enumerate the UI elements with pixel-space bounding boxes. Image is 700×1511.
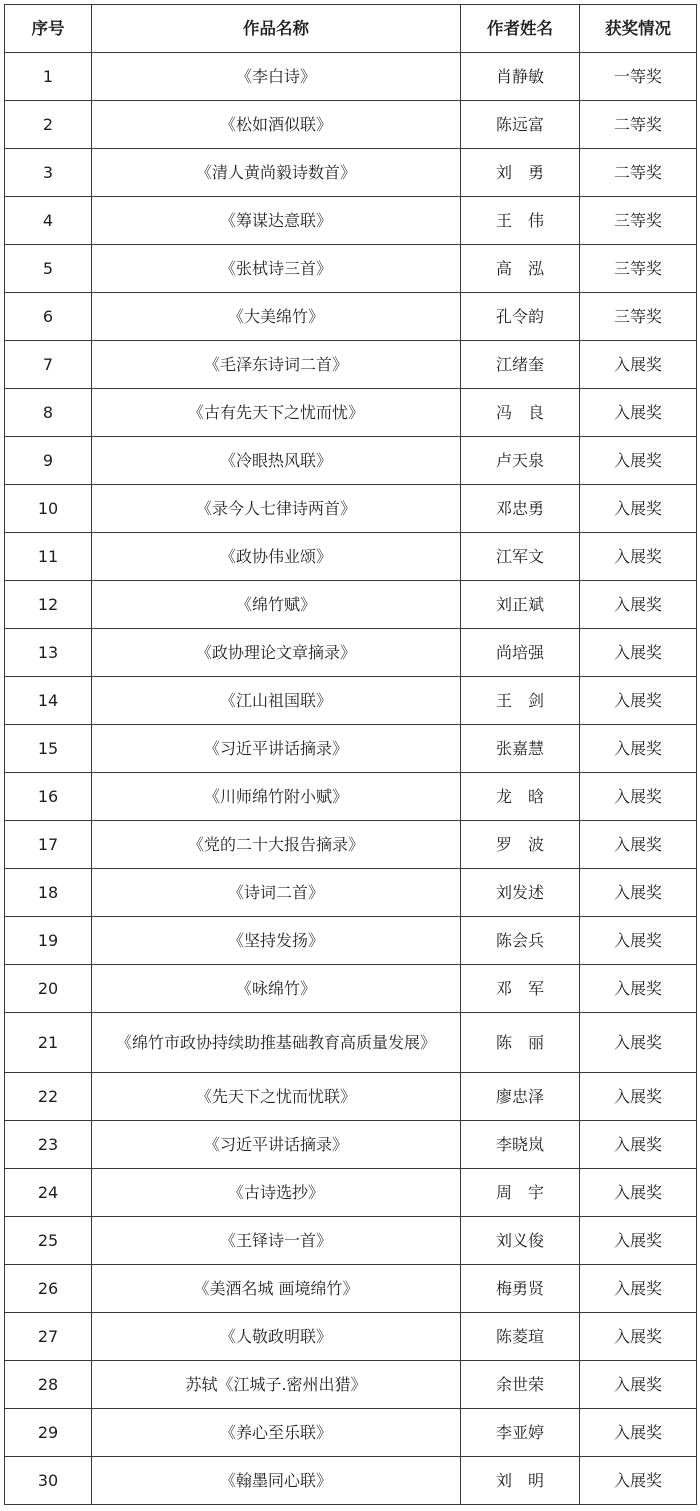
cell-award: 三等奖: [580, 293, 697, 341]
cell-award: 入展奖: [580, 917, 697, 965]
table-row: [5, 629, 697, 677]
cell-number: 30: [5, 1457, 92, 1505]
cell-work-title: 《毛泽东诗词二首》: [92, 341, 461, 389]
cell-author: 刘发述: [461, 869, 580, 917]
cell-award: 入展奖: [580, 773, 697, 821]
cell-work-title: 《筹谋达意联》: [92, 197, 461, 245]
header-work-title: 作品名称: [92, 5, 461, 53]
cell-author: 刘正斌: [461, 581, 580, 629]
cell-number: 24: [5, 1169, 92, 1217]
cell-number: 5: [5, 245, 92, 293]
cell-number: 12: [5, 581, 92, 629]
cell-work-title: 《翰墨同心联》: [92, 1457, 461, 1505]
cell-work-title: 《松如酒似联》: [92, 101, 461, 149]
cell-award: 入展奖: [580, 533, 697, 581]
cell-award: 入展奖: [580, 1013, 697, 1073]
cell-work-title: 《习近平讲话摘录》: [92, 1121, 461, 1169]
award-table: [4, 4, 697, 1505]
table-row: [5, 1313, 697, 1361]
cell-number: 18: [5, 869, 92, 917]
table-row: [5, 1265, 697, 1313]
cell-work-title: 《川师绵竹附小赋》: [92, 773, 461, 821]
cell-work-title: 《人敬政明联》: [92, 1313, 461, 1361]
cell-work-title: 《诗词二首》: [92, 869, 461, 917]
cell-award: 入展奖: [580, 725, 697, 773]
cell-author: 陈远富: [461, 101, 580, 149]
cell-number: 28: [5, 1361, 92, 1409]
cell-number: 1: [5, 53, 92, 101]
cell-number: 8: [5, 389, 92, 437]
cell-author: 江军文: [461, 533, 580, 581]
cell-number: 14: [5, 677, 92, 725]
cell-author: 刘 明: [461, 1457, 580, 1505]
table-row: [5, 149, 697, 197]
cell-award: 入展奖: [580, 1409, 697, 1457]
cell-author: 刘 勇: [461, 149, 580, 197]
cell-award: 入展奖: [580, 1121, 697, 1169]
cell-work-title: 《咏绵竹》: [92, 965, 461, 1013]
table-row: [5, 677, 697, 725]
cell-work-title: 《古有先天下之忧而忧》: [92, 389, 461, 437]
cell-number: 2: [5, 101, 92, 149]
cell-award: 入展奖: [580, 437, 697, 485]
cell-work-title: 《党的二十大报告摘录》: [92, 821, 461, 869]
cell-number: 7: [5, 341, 92, 389]
cell-author: 梅勇贤: [461, 1265, 580, 1313]
table-row: [5, 725, 697, 773]
cell-award: 三等奖: [580, 245, 697, 293]
cell-work-title: 《江山祖国联》: [92, 677, 461, 725]
cell-author: 刘义俊: [461, 1217, 580, 1265]
cell-work-title: 《大美绵竹》: [92, 293, 461, 341]
cell-award: 入展奖: [580, 1265, 697, 1313]
table-row: [5, 245, 697, 293]
table-row: [5, 1013, 697, 1073]
table-row: [5, 389, 697, 437]
table-row: [5, 1169, 697, 1217]
table-row: [5, 437, 697, 485]
cell-award: 入展奖: [580, 965, 697, 1013]
table-row: [5, 1409, 697, 1457]
cell-author: 王 剑: [461, 677, 580, 725]
cell-author: 龙 晗: [461, 773, 580, 821]
cell-award: 入展奖: [580, 1073, 697, 1121]
cell-work-title: 《李白诗》: [92, 53, 461, 101]
cell-work-title: 《政协理论文章摘录》: [92, 629, 461, 677]
table-row: [5, 341, 697, 389]
table-row: [5, 821, 697, 869]
cell-number: 20: [5, 965, 92, 1013]
table-row: [5, 197, 697, 245]
cell-number: 25: [5, 1217, 92, 1265]
cell-number: 27: [5, 1313, 92, 1361]
header-author: 作者姓名: [461, 5, 580, 53]
cell-author: 余世荣: [461, 1361, 580, 1409]
cell-award: 入展奖: [580, 485, 697, 533]
cell-number: 21: [5, 1013, 92, 1073]
cell-author: 孔令韵: [461, 293, 580, 341]
cell-work-title: 《王铎诗一首》: [92, 1217, 461, 1265]
cell-work-title: 《坚持发扬》: [92, 917, 461, 965]
cell-author: 高 泓: [461, 245, 580, 293]
cell-author: 陈会兵: [461, 917, 580, 965]
table-row: [5, 965, 697, 1013]
cell-award: 入展奖: [580, 869, 697, 917]
cell-number: 3: [5, 149, 92, 197]
cell-work-title: 《录今人七律诗两首》: [92, 485, 461, 533]
cell-author: 肖静敏: [461, 53, 580, 101]
table-row: [5, 293, 697, 341]
cell-author: 王 伟: [461, 197, 580, 245]
cell-author: 江绪奎: [461, 341, 580, 389]
cell-work-title: 《先天下之忧而忧联》: [92, 1073, 461, 1121]
table-row: [5, 773, 697, 821]
cell-number: 6: [5, 293, 92, 341]
header-number: 序号: [5, 5, 92, 53]
cell-work-title: 《绵竹赋》: [92, 581, 461, 629]
cell-author: 廖忠泽: [461, 1073, 580, 1121]
cell-author: 李晓岚: [461, 1121, 580, 1169]
cell-award: 入展奖: [580, 629, 697, 677]
cell-work-title: 《绵竹市政协持续助推基础教育高质量发展》: [92, 1013, 461, 1073]
cell-author: 周 宇: [461, 1169, 580, 1217]
cell-award: 三等奖: [580, 197, 697, 245]
cell-author: 陈 丽: [461, 1013, 580, 1073]
cell-number: 29: [5, 1409, 92, 1457]
cell-author: 李亚婷: [461, 1409, 580, 1457]
header-award: 获奖情况: [580, 5, 697, 53]
cell-number: 10: [5, 485, 92, 533]
cell-number: 15: [5, 725, 92, 773]
cell-author: 卢天泉: [461, 437, 580, 485]
cell-work-title: 《养心至乐联》: [92, 1409, 461, 1457]
table-row: [5, 917, 697, 965]
table-row: [5, 1073, 697, 1121]
cell-award: 入展奖: [580, 581, 697, 629]
cell-work-title: 《政协伟业颂》: [92, 533, 461, 581]
table-row: [5, 869, 697, 917]
cell-award: 入展奖: [580, 341, 697, 389]
cell-author: 邓忠勇: [461, 485, 580, 533]
cell-award: 入展奖: [580, 1361, 697, 1409]
cell-work-title: 《习近平讲话摘录》: [92, 725, 461, 773]
cell-award: 入展奖: [580, 1169, 697, 1217]
cell-number: 22: [5, 1073, 92, 1121]
cell-author: 冯 良: [461, 389, 580, 437]
cell-work-title: 《清人黄尚毅诗数首》: [92, 149, 461, 197]
cell-number: 19: [5, 917, 92, 965]
cell-author: 张嘉慧: [461, 725, 580, 773]
cell-award: 一等奖: [580, 53, 697, 101]
table-row: [5, 485, 697, 533]
cell-author: 邓 军: [461, 965, 580, 1013]
cell-number: 17: [5, 821, 92, 869]
cell-number: 26: [5, 1265, 92, 1313]
cell-work-title: 《古诗选抄》: [92, 1169, 461, 1217]
cell-number: 11: [5, 533, 92, 581]
cell-number: 4: [5, 197, 92, 245]
cell-award: 入展奖: [580, 389, 697, 437]
cell-award: 入展奖: [580, 821, 697, 869]
cell-author: 罗 波: [461, 821, 580, 869]
table-row: [5, 1457, 697, 1505]
cell-work-title: 苏轼《江城子.密州出猎》: [92, 1361, 461, 1409]
table-row: [5, 581, 697, 629]
cell-number: 9: [5, 437, 92, 485]
cell-number: 23: [5, 1121, 92, 1169]
cell-award: 入展奖: [580, 1457, 697, 1505]
cell-award: 二等奖: [580, 149, 697, 197]
cell-number: 16: [5, 773, 92, 821]
cell-work-title: 《张栻诗三首》: [92, 245, 461, 293]
cell-work-title: 《美酒名城 画境绵竹》: [92, 1265, 461, 1313]
table-row: [5, 533, 697, 581]
cell-award: 入展奖: [580, 677, 697, 725]
cell-award: 入展奖: [580, 1217, 697, 1265]
table-row: [5, 101, 697, 149]
header-row: [5, 5, 697, 53]
table-row: [5, 1121, 697, 1169]
cell-number: 13: [5, 629, 92, 677]
cell-author: 陈菱瑄: [461, 1313, 580, 1361]
cell-award: 二等奖: [580, 101, 697, 149]
cell-award: 入展奖: [580, 1313, 697, 1361]
table-row: [5, 1361, 697, 1409]
table-row: [5, 53, 697, 101]
cell-author: 尚培强: [461, 629, 580, 677]
table-row: [5, 1217, 697, 1265]
cell-work-title: 《冷眼热风联》: [92, 437, 461, 485]
